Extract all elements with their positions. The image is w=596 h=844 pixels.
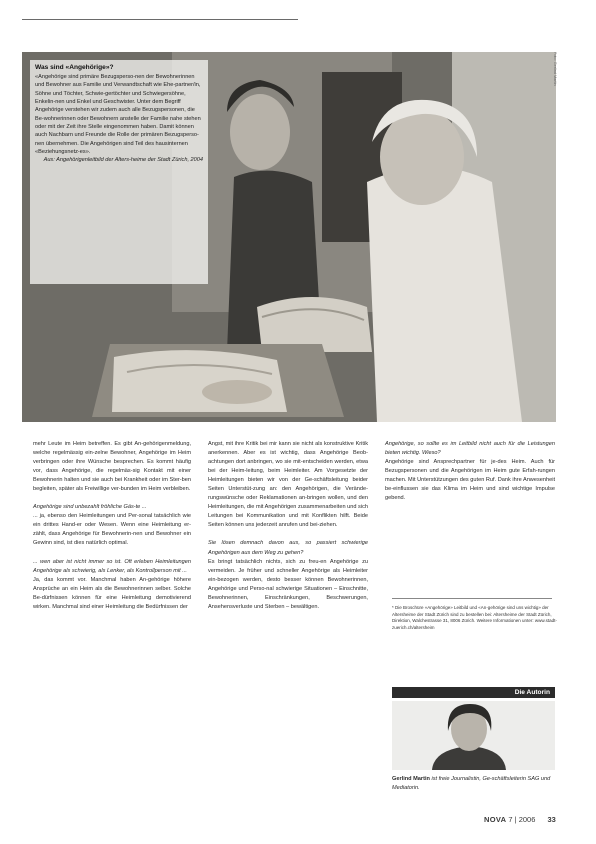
paragraph: Angehörige sind Ansprechpartner für je-des Heim. Auch für Bezugspersonen und die Angehörigen im Heim gute Erfah-rungen machen. Mit Unterstützungen des guten Ruf. Dank ihre Anwesenheit be-einflussen sie das Klima im Heim und sind wichtige Impulse gebend. [385,459,555,502]
author-bio [392,775,555,792]
footnote-rule [392,598,552,599]
page-footer [484,815,556,824]
text-column-1 [33,440,191,612]
author-header [392,687,555,698]
paragraph: Angst, mit ihre Kritik bei mir kann sie nicht als konstruktive Kritik anerkennen. Aber es ist wichtig, dass Angehörige Beob-achtungen dort anbringen, wo sie mit-entscheiden werden, etwa bei der Heim-leitung, beim Heimleiter. Am Vorgesetzte der Heimleitungen bieten wir von der Ge-schäftsleitung beider Seiten Unterstüt-zung an: den Angehörigen, die Verände-rungswünsche oder Reklamationen an-bringen wollen, und den Heimleitungen, die mit Angehörigen zusammenarbeiten und sich Leitungen bei Kommunikation und mit Konflikten hilft. Beide Seiten können uns jederzeit anrufen und bei-ziehen. [208,441,368,529]
paragraph: Angehörige sind unbezahlt fröhliche Gäs-te ... [33,504,147,511]
text-column-3 [385,440,555,503]
definition-source: Aus: Angehörigenleitbild der Alters-heime der Stadt Zürich, 2004 [43,157,203,164]
author-header-label: Die Autorin [514,688,550,696]
definition-title: Was sind «Angehörige»? [35,64,114,71]
paragraph: Es bringt tatsächlich nichts, sich zu freu-en Angehörige zu vermeiden. Je früher und schneller Angehörige als Heimleiter ein-bezogen werden, desto besser können Bewohnerinnen, Angehörige und Perso-nal schwierige Situationen – Einschnitte, Bewohnerinnen, Einschränkungen, Beschwerungen, Ansehensverluste und Sterben – bewältigen. [208,558,368,610]
issue-number: 7 | 2006 [508,815,536,824]
paragraph: ... wen aber ist nicht immer so ist. Oft erleben Heimleitungen Angehörige als schwierig, als Lenker, als Kontrollperson mit ... [33,558,191,574]
definition-box [30,60,208,284]
paragraph: Angehörige, so sollte es im Leitbild nicht auch für die Leistungen bieten wichtig. Wieso? [385,441,555,457]
text-column-2 [208,440,368,612]
magazine-name: NOVA [484,815,507,824]
author-portrait [392,701,555,770]
paragraph: Ja, das kommt vor. Manchmal haben An-gehörige höhere Ansprüche an ein Heim als die Bewohnerinnen selber. Solche Be-dürfnissen können für eine Heimleitung demotivierend wirken. Manchmal sind einer Heimleitung die Bedürfnissen der [33,576,191,610]
definition-text: «Angehörige sind primäre Bezugsperso-nen der Bewohnerinnen und Bewohner aus Familie und Verwandtschaft wie Ehe-partner/in, Söhne und Töchter, Schwie-gertöchter und Schwiegersöhne, Enkelin-nen und Enkel und Geschwister. Unter dem Begriff Angehörige verstehen wir zudem auch alle Bezugspersonen, die Be-wohnerinnen oder Bewohnern anstelle der Familie nahe stehen oder mit der Zeit ihre Stelle eingenommen haben. Damit können auch Nachbarn und Freunde die Rolle der primären Bezugsperso-nen übernehmen. Die Angehörigen sind Teil des hausinternen «Beziehungsnetz-es». [35,74,201,156]
footnote: * Die Broschüre «Angehörige» Leitbild und «An-gehörige sind uns wichtig» der Altersheime der Stadt Zürich sind zu bestellen bei: Altersheime der Stadt Zürich, Direktion, Walchestrasse 31, 8006 Zürich. Weitere Informationen unter: www.stadt-zuerich.ch/altersheim [392,605,557,630]
paragraph: mehr Leute im Heim betreffen. Es gibt An-gehörigenmeldung, welche regelmässig ein-zelne Bewohner, Angehörige im Heim verbringen oder ihre Wünsche besprechen. Es kommt häufig vor, dass Angehörige, die regelmäs-sig Kontakt mit einer Bewohnerin halten und sie auch bei Krankheit oder im Ster-ben begleiten, später als Freiwillige ver-bunden im Heim verbleiben. [33,441,191,493]
paragraph: ... ja, ebenso den Heimleitungen und Per-sonal tatsächlich wie ein drittes Hand-er oder Wesen. Wenn eine Heimleitung er-zählt, dass Angehörige für Bewohnerin-nen und Bewohner ein Gewinn sind, ist dies natürlich optimal. [33,513,191,547]
author-name: Gerlind Martin [392,776,430,782]
page-number: 33 [547,815,556,824]
paragraph: Sie lösen demnach davon aus, so passiert schwierige Angehörigen aus dem Weg zu gehen? [208,540,368,556]
author-description: ist freie Journalistin, Ge-schäftsleiterin SAG und Mediatorin. [392,776,551,791]
photo-credit: Foto: Gerlind Martin [553,52,557,86]
top-rule [22,19,298,20]
